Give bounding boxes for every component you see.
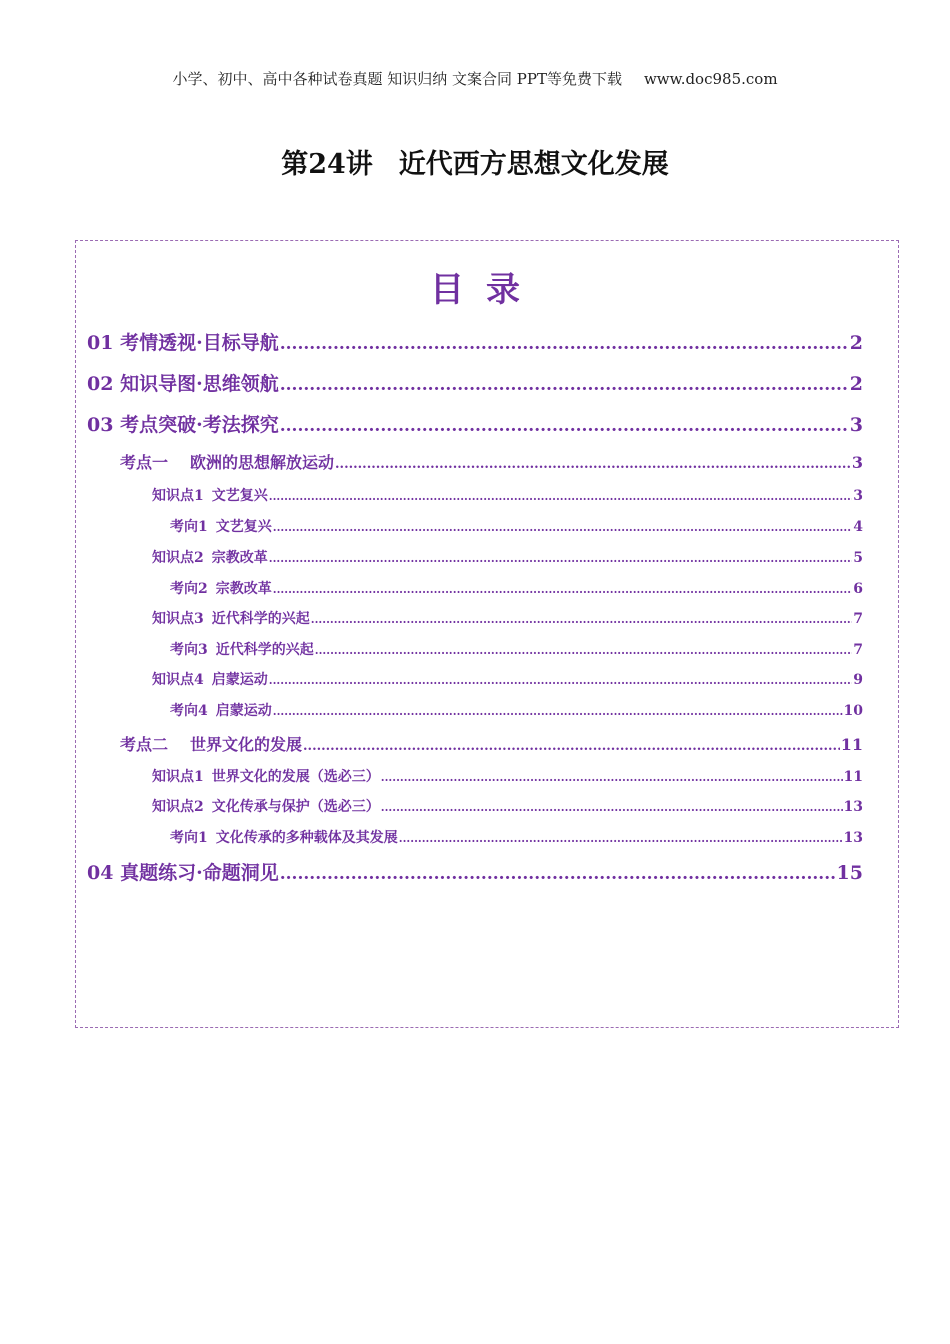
toc-entry[interactable] xyxy=(170,516,863,536)
leader-dots xyxy=(273,583,853,596)
toc-entry-page: 3 xyxy=(853,488,863,504)
toc-entry-number: 02 xyxy=(87,373,114,395)
toc-entry[interactable] xyxy=(170,827,863,847)
toc-entry-page: 11 xyxy=(840,735,863,754)
toc-entry[interactable] xyxy=(120,732,863,755)
leader-dots xyxy=(335,457,851,472)
toc-entry[interactable] xyxy=(87,858,863,885)
toc-entry-label: 近代科学的兴起 xyxy=(211,611,310,627)
leader-dots xyxy=(269,490,853,503)
toc-entry-page: 13 xyxy=(843,830,863,846)
toc-entry-number: 04 xyxy=(87,862,114,884)
toc-entry-page: 4 xyxy=(853,519,863,535)
toc-entry-number: 考点一 xyxy=(120,453,169,472)
toc-entry-number: 知识点4 xyxy=(152,672,204,688)
toc-entry-number: 01 xyxy=(87,332,114,354)
toc-entry-number: 考向2 xyxy=(170,581,208,597)
toc-entry-label: 文艺复兴 xyxy=(215,519,272,535)
toc-entry[interactable] xyxy=(170,700,863,720)
page-title xyxy=(0,142,950,181)
toc-entry[interactable] xyxy=(170,578,863,598)
toc-entry-page: 10 xyxy=(843,703,863,719)
leader-dots xyxy=(315,644,853,657)
header-url[interactable]: www.doc985.com xyxy=(643,70,778,88)
toc-entry-number: 知识点1 xyxy=(152,488,204,504)
leader-dots xyxy=(273,521,853,534)
toc-entry-label: 世界文化的发展（选必三） xyxy=(211,769,380,785)
leader-dots xyxy=(381,771,843,784)
toc-entry-page: 3 xyxy=(851,453,863,472)
toc-entry-label: 文艺复兴 xyxy=(211,488,268,504)
toc-heading: 目录 xyxy=(430,270,542,310)
toc-entry[interactable] xyxy=(152,796,863,816)
toc-entry-label: 宗教改革 xyxy=(211,550,268,566)
toc-entry-page: 7 xyxy=(853,611,863,627)
toc-entry-label: 考点突破·考法探究 xyxy=(120,414,279,436)
toc-entry-page: 6 xyxy=(853,581,863,597)
toc-entry-page: 11 xyxy=(843,769,863,785)
leader-dots xyxy=(381,801,843,814)
leader-dots xyxy=(273,705,843,718)
toc-entry-label: 真题练习·命题洞见 xyxy=(120,862,279,884)
toc-entry-label: 启蒙运动 xyxy=(215,703,272,719)
lecture-name: 近代西方思想文化发展 xyxy=(398,149,669,180)
toc-entry-number: 考向4 xyxy=(170,703,208,719)
toc-entry-label: 世界文化的发展 xyxy=(190,735,303,754)
leader-dots xyxy=(280,416,849,436)
toc-entry-page: 13 xyxy=(843,799,863,815)
leader-dots xyxy=(399,832,843,845)
lecture-number: 第24讲 xyxy=(281,149,373,180)
toc-entry-page: 9 xyxy=(853,672,863,688)
toc-entry-label: 文化传承的多种载体及其发展 xyxy=(215,830,398,846)
toc-entry[interactable] xyxy=(152,669,863,689)
leader-dots xyxy=(269,674,853,687)
toc-entry-number: 考向3 xyxy=(170,642,208,658)
toc-entry-number: 考向1 xyxy=(170,830,208,846)
toc-entry-label: 宗教改革 xyxy=(215,581,272,597)
toc-entry-number: 考点二 xyxy=(120,735,169,754)
toc-entry[interactable] xyxy=(87,369,863,396)
toc-entry-page: 5 xyxy=(853,550,863,566)
toc-entry[interactable] xyxy=(120,450,863,473)
toc-entry-label: 欧洲的思想解放运动 xyxy=(190,453,335,472)
toc-entry-number: 知识点2 xyxy=(152,799,204,815)
toc-frame xyxy=(75,240,899,1028)
toc-entry-page: 3 xyxy=(849,414,863,436)
header-text: 小学、初中、高中各种试卷真题 知识归纳 文案合同 PPT等免费下载 xyxy=(172,70,622,88)
leader-dots xyxy=(280,375,849,395)
toc-entry-page: 2 xyxy=(849,373,863,395)
leader-dots xyxy=(303,739,840,754)
toc-entry[interactable] xyxy=(87,410,863,437)
toc-entry-number: 知识点3 xyxy=(152,611,204,627)
leader-dots xyxy=(311,613,853,626)
toc-entry-label: 考情透视·目标导航 xyxy=(120,332,279,354)
leader-dots xyxy=(280,864,836,884)
toc-entry[interactable] xyxy=(87,328,863,355)
toc-entry-page: 2 xyxy=(849,332,863,354)
leader-dots xyxy=(280,334,849,354)
toc-entry-number: 考向1 xyxy=(170,519,208,535)
toc-entry-label: 启蒙运动 xyxy=(211,672,268,688)
toc-entry[interactable] xyxy=(152,766,863,786)
toc-entry-page: 15 xyxy=(836,862,863,884)
toc-entry-number: 知识点1 xyxy=(152,769,204,785)
toc-entry-label: 文化传承与保护（选必三） xyxy=(211,799,380,815)
toc-entry[interactable] xyxy=(152,547,863,567)
toc-entry-label: 近代科学的兴起 xyxy=(215,642,314,658)
toc-entry-number: 知识点2 xyxy=(152,550,204,566)
toc-entry-label: 知识导图·思维领航 xyxy=(120,373,279,395)
leader-dots xyxy=(269,552,853,565)
page-header xyxy=(0,68,950,89)
toc-entry-page: 7 xyxy=(853,642,863,658)
toc-entry[interactable] xyxy=(170,639,863,659)
toc-entry[interactable] xyxy=(152,608,863,628)
toc-entry-number: 03 xyxy=(87,414,114,436)
toc-entry[interactable] xyxy=(152,485,863,505)
